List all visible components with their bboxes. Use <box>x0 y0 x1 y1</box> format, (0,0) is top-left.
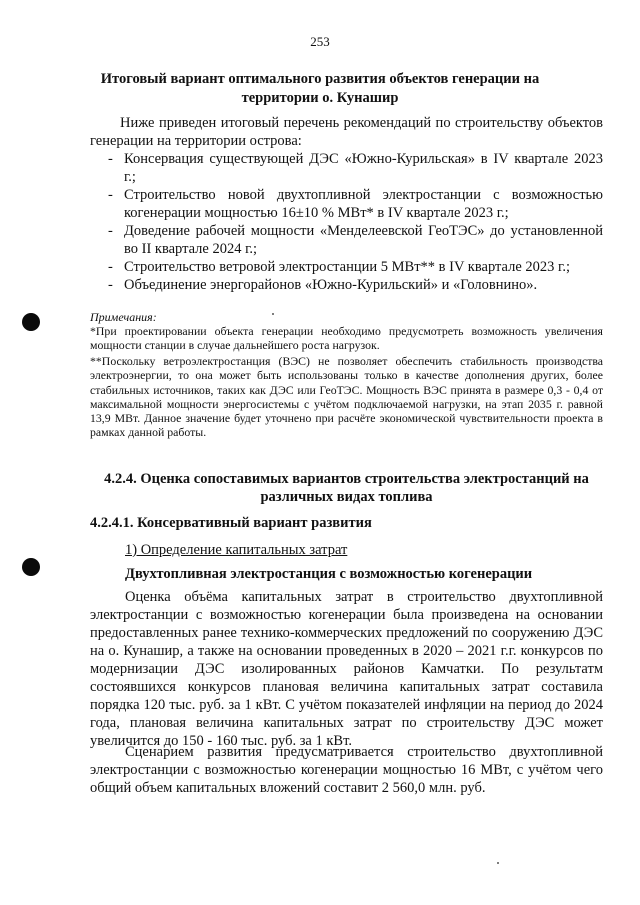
list-dash: - <box>108 151 113 167</box>
topic-heading: Двухтопливная электростанция с возможностью когенерации <box>125 566 533 582</box>
binder-hole <box>22 313 40 331</box>
page-title: Итоговый вариант оптимального развития объектов генерации на территории о. Кунашир <box>100 71 540 106</box>
list-item-text: Строительство ветровой электростанции 5 МВт** в IV квартале 2023 г.; <box>124 259 570 275</box>
body-paragraph-2: Сценарием развития предусматривается строительство двухтопливной электростанции с возможностью когенерации мощностью 16 МВт, с учётом чего общий объем капитальных вложений составит 2 560,0 млн. руб. <box>90 744 603 796</box>
list-item <box>105 258 603 276</box>
section-heading: 4.2.4. Оценка сопоставимых вариантов строительства электростанций на различных видах топлива <box>104 471 589 505</box>
intro-paragraph: Ниже приведен итоговый перечень рекомендаций по строительству объектов генерации на территории острова: <box>90 115 603 149</box>
body-paragraph-1: Оценка объёма капитальных затрат в строительство двухтопливной электростанции с возможностью когенерации была произведена на основании предоставленных ранее технико-коммерческих предложений по сооружению ДЭС на о. Кунашир, а также на основании проведенных в 2020 – 2021 г.г. конкурсов по модернизации ДЭС изолированных районов Камчатки. По результатм состоявшихся конкурсов плановая величина капитальных затрат составила порядка 120 тыс. руб. за 1 кВт. С учётом показателей инфляции на период до 2024 года, плановая величина капитальных затрат по строительству ДЭС может увеличится до 150 - 160 тыс. руб. за 1 кВт. <box>90 589 603 749</box>
list-item-text: Доведение рабочей мощности «Менделеевской ГеоТЭС» до установленной во II квартале 2024 г.; <box>124 223 603 257</box>
list-item <box>105 222 603 258</box>
list-item-text: Объединение энергорайонов «Южно-Курильский» и «Головнино». <box>124 277 538 293</box>
page-number: 253 <box>310 34 330 49</box>
scan-speck <box>272 313 274 315</box>
notes-label: Примечания: <box>90 310 157 324</box>
recommendations-list <box>105 150 603 294</box>
list-item <box>105 186 603 222</box>
list-item-text: Консервация существующей ДЭС «Южно-Курильская» в IV квартале 2023 г.; <box>124 151 603 185</box>
list-item-text: Строительство новой двухтопливной электростанции с возможностью когенерации мощностью 16±10 % МВт* в IV квартале 2023 г.; <box>124 187 603 221</box>
footnote-2: **Поскольку ветроэлектростанция (ВЭС) не позволяет обеспечить стабильность производства электроэнергии, то она может быть использованы только в качестве дополнения других, более стабильных источников, таких как ДЭС или ГеоТЭС. Мощность ВЭС принята в размере 0,3 - 0,4 от максимальной мощности энергосистемы с учётом подключаемой нагрузки, на этап 2035 г. равной 13,9 МВт. Данное значение будет уточнено при расчёте экономической чувствительности проекта в рамках данной работы. <box>90 354 603 440</box>
scan-speck <box>497 862 499 864</box>
footnote-1: *При проектировании объекта генерации необходимо предусмотреть возможность увеличения мощности станции в случае дальнейшего роста нагрузок. <box>90 324 603 353</box>
list-dash: - <box>108 223 113 239</box>
list-item <box>105 276 603 294</box>
list-dash: - <box>108 187 113 203</box>
binder-hole <box>22 558 40 576</box>
list-item <box>105 150 603 186</box>
list-dash: - <box>108 259 113 275</box>
item-heading: 1) Определение капитальных затрат <box>125 542 348 558</box>
list-dash: - <box>108 277 113 293</box>
subsection-heading: 4.2.4.1. Консервативный вариант развития <box>90 515 372 531</box>
